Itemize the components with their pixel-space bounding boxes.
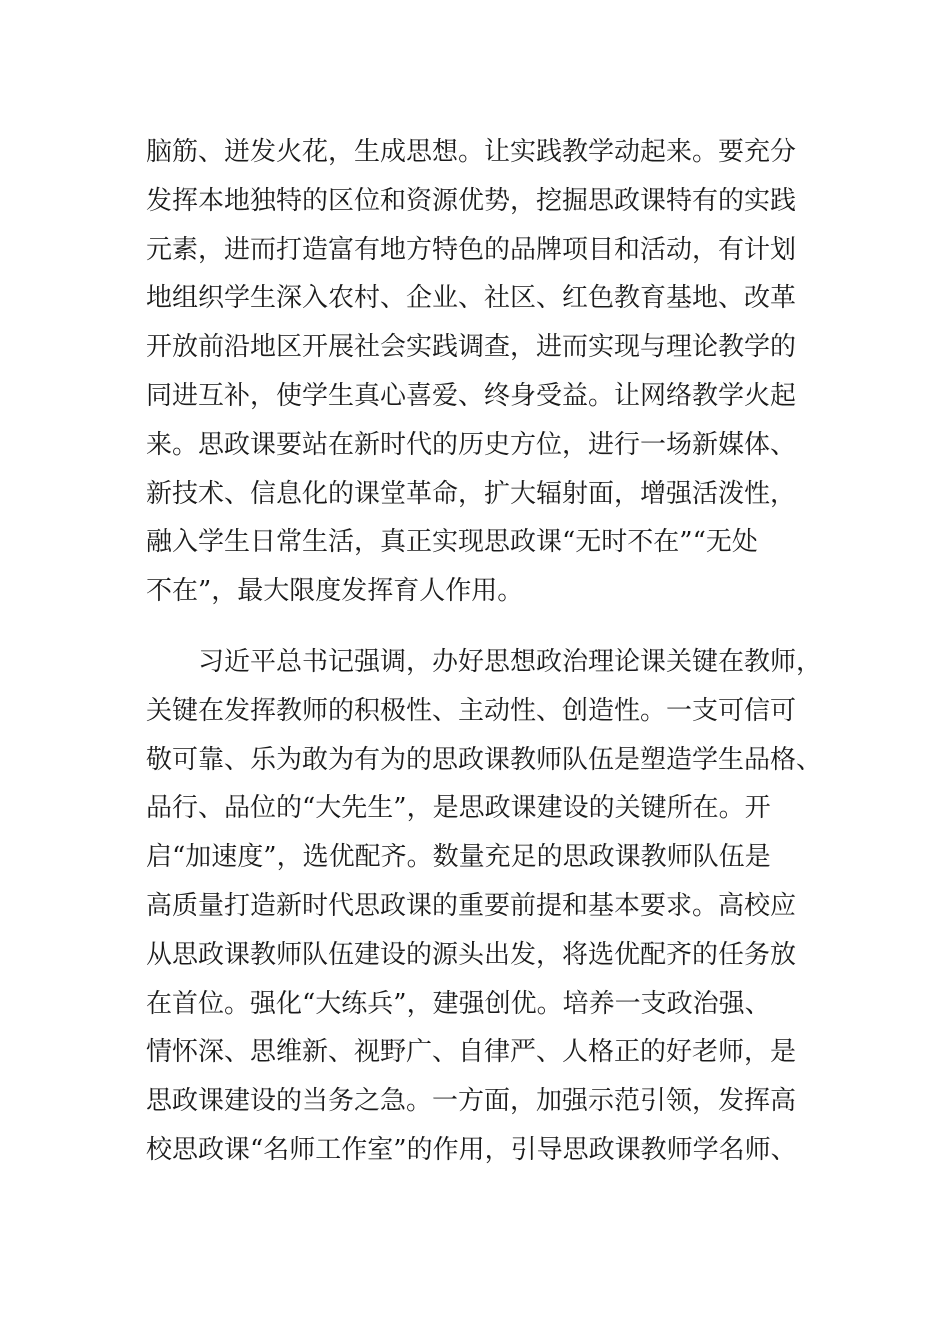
paragraph-line: 不在”，最大限度发挥育人作用。 <box>146 576 524 607</box>
paragraph-line: 脑筋、迸发火花，生成思想。让实践教学动起来。要充分 <box>146 137 797 167</box>
paragraph-line: 敬可靠、乐为敢为有为的思政课教师队伍是塑造学生品格、 <box>146 744 823 775</box>
paragraph-line: 地组织学生深入农村、企业、社区、红色教育基地、改革 <box>146 283 797 314</box>
paragraph-2 <box>146 638 823 1175</box>
paragraph-line: 高质量打造新时代思政课的重要前提和基本要求。高校应 <box>146 890 797 921</box>
paragraph-line: 来。思政课要站在新时代的历史方位，进行一场新媒体、 <box>146 429 797 460</box>
paragraph-line: 校思政课“名师工作室”的作用，引导思政课教师学名师、 <box>146 1134 797 1165</box>
paragraph-1 <box>146 128 806 616</box>
paragraph-line: 思政课建设的当务之急。一方面，加强示范引领，发挥高 <box>146 1086 797 1117</box>
paragraph-line-first: 习近平总书记强调，办好思想政治理论课关键在教师， <box>198 647 823 677</box>
paragraph-line: 开放前沿地区开展社会实践调查，进而实现与理论教学的 <box>146 332 797 363</box>
paragraph-line: 元素，进而打造富有地方特色的品牌项目和活动，有计划 <box>146 234 797 265</box>
paragraph-line: 在首位。强化“大练兵”，建强创优。培养一支政治强、 <box>146 988 771 1019</box>
paragraph-line: 同进互补，使学生真心喜爱、终身受益。让网络教学火起 <box>146 380 797 411</box>
paragraph-line: 发挥本地独特的区位和资源优势，挖掘思政课特有的实践 <box>146 185 797 216</box>
paragraph-line: 启“加速度”，选优配齐。数量充足的思政课教师队伍是 <box>146 842 771 873</box>
paragraph-line: 关键在发挥教师的积极性、主动性、创造性。一支可信可 <box>146 695 797 726</box>
paragraph-line: 品行、品位的“大先生”，是思政课建设的关键所在。开 <box>146 793 771 824</box>
paragraph-line: 情怀深、思维新、视野广、自律严、人格正的好老师，是 <box>146 1037 797 1068</box>
paragraph-line: 新技术、信息化的课堂革命，扩大辐射面，增强活泼性， <box>146 478 797 509</box>
paragraph-line: 融入学生日常生活，真正实现思政课“无时不在”“无处 <box>146 527 758 558</box>
paragraph-line: 从思政课教师队伍建设的源头出发，将选优配齐的任务放 <box>146 939 797 970</box>
